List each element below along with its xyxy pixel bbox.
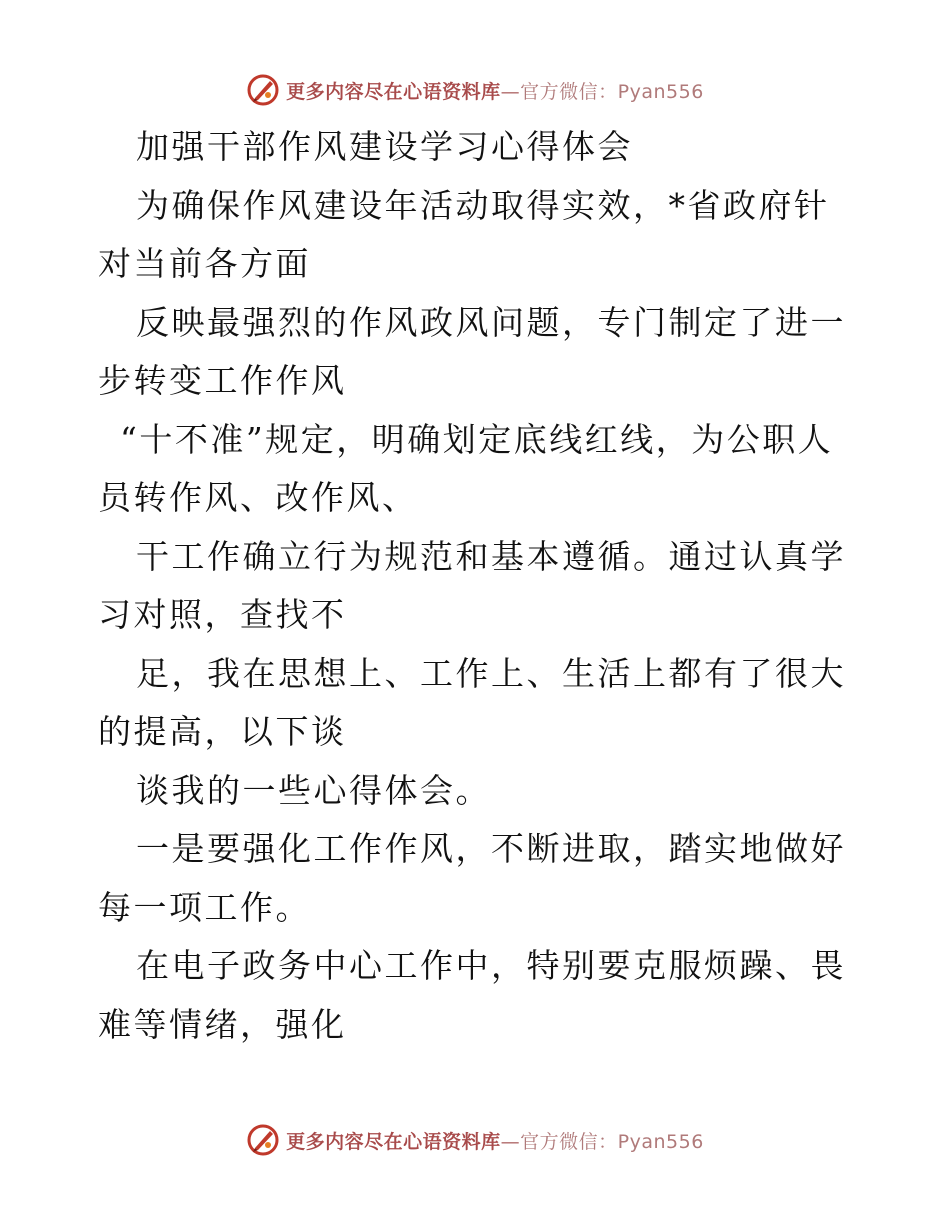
quill-pen-logo-icon [246,1123,280,1157]
paragraph: 为确保作风建设年活动取得实效，*省政府针对当前各方面 [98,185,830,283]
footer-banner [0,1120,950,1160]
paragraph: 谈我的一些心得体会。 [136,770,491,810]
footer-banner-text [286,1127,704,1154]
quill-pen-logo-icon [246,73,280,107]
paragraph: 反映最强烈的作风政风问题，专门制定了进一步转变工作作风 [98,302,846,400]
paragraph: “十不准”规定，明确划定底线红线，为公职人员转作风、改作风、 [98,419,834,517]
header-brand: 更多内容尽在心语资料库 [286,80,501,103]
footer-separator: — [500,1130,521,1153]
header-contact: 官方微信：Pyan556 [520,80,704,103]
document-body [98,118,858,1054]
footer-contact: 官方微信：Pyan556 [520,1130,704,1153]
paragraph: 干工作确立行为规范和基本遵循。通过认真学习对照，查找不 [98,536,846,634]
footer-brand: 更多内容尽在心语资料库 [286,1130,501,1153]
header-banner-text [286,77,704,104]
header-banner [0,70,950,110]
document-title: 加强干部作风建设学习心得体会 [136,127,633,166]
paragraph: 在电子政务中心工作中，特别要克服烦躁、畏难等情绪，强化 [98,946,846,1044]
header-separator: — [500,80,521,103]
paragraph: 一是要强化工作作风，不断进取，踏实地做好每一项工作。 [98,829,846,927]
paragraph: 足，我在思想上、工作上、生活上都有了很大的提高，以下谈 [98,653,846,751]
